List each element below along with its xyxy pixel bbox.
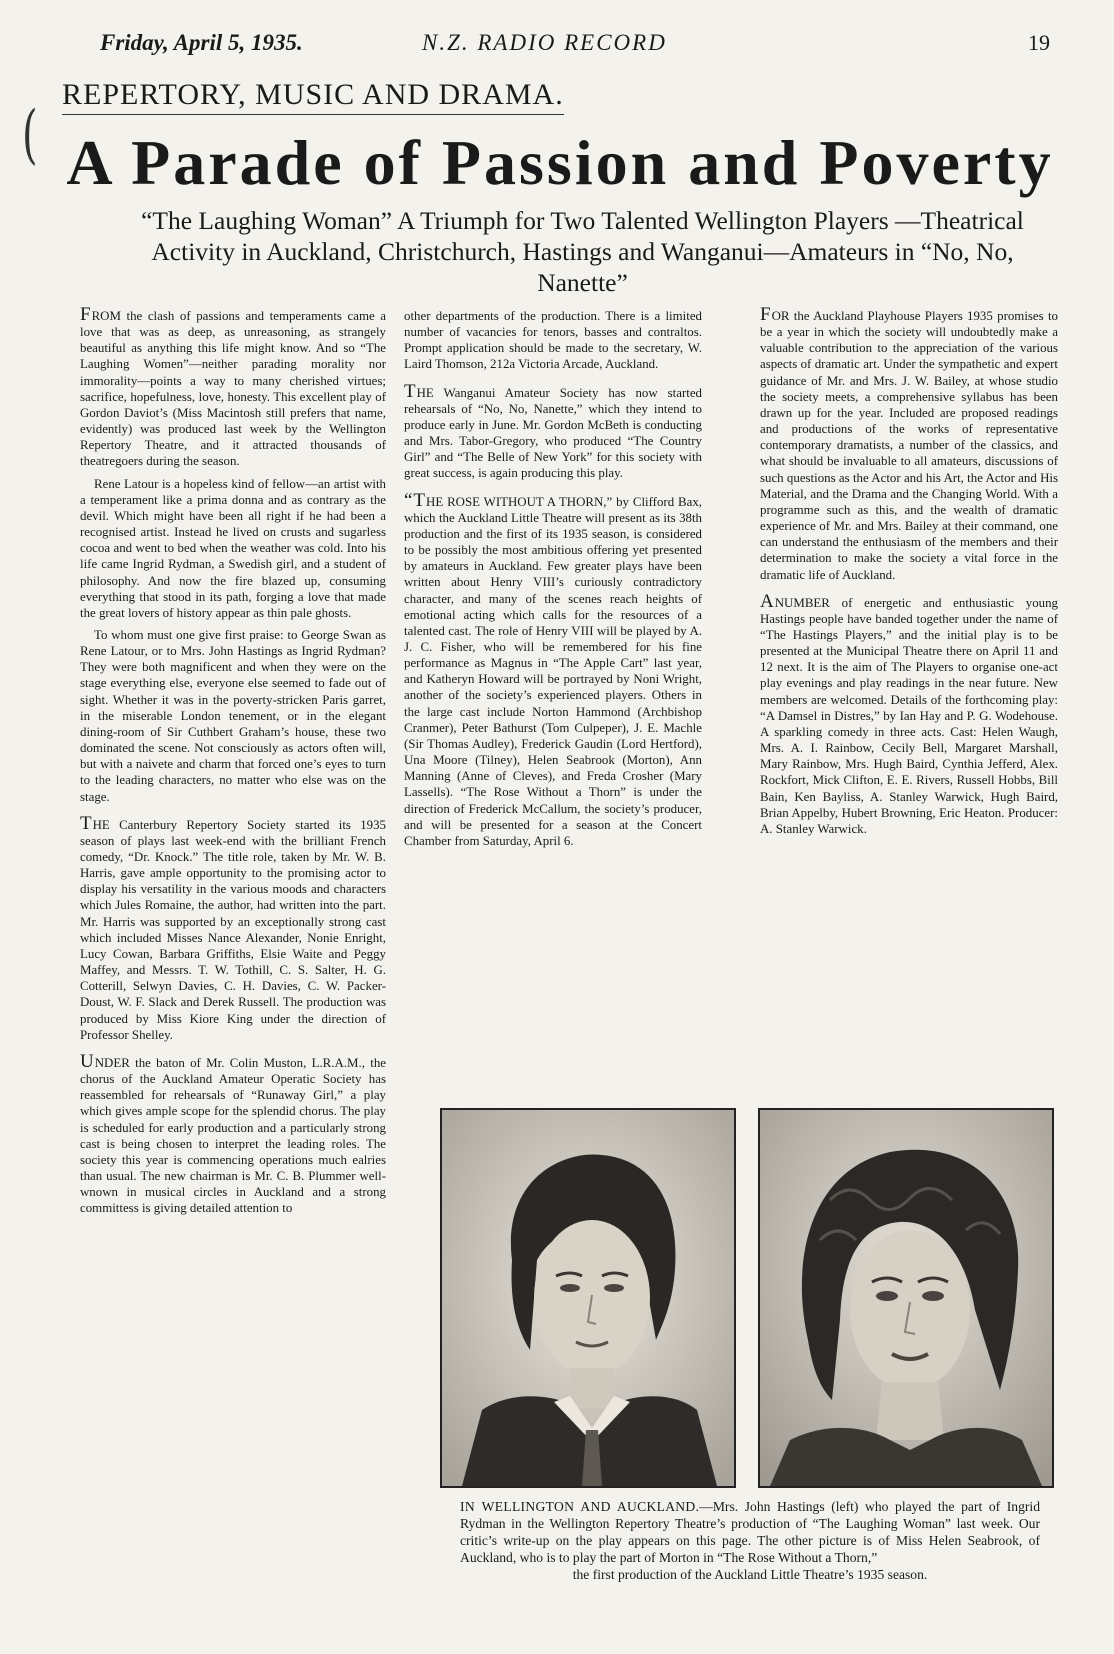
page-header: [100, 28, 1050, 62]
paragraph: [404, 380, 702, 482]
paragraph-text: HE Canterbury Repertory Society started its 1935 season of plays last week-end with the brilliant French comedy, “Dr. Knock.” The title role, taken by Mr. W. B. Harris, gave ample opportunity to the promising actor to display his versatility in the various moods and characters which Jules Romaine, the author, had written into the part. Mr. Harris was supported by an exceptionally strong cast which included Misses Nance Alexander, Nonie Enright, Lucy Cowan, Barbara Griffiths, Elsie Waite and Peggy Maffey, and Messrs. T. W. Tothill, C. S. Salter, H. G. Cotterill, Selwyn Davies, C. H. Davies, C. W. Packer-Doust, W. F. Slack and Derek Russell. The production was produced by Miss Kiore King under the direction of Professor Shelley.: [80, 817, 386, 1042]
publication-title: N.Z. RADIO RECORD: [422, 30, 667, 55]
paragraph-text: NUMBER of energetic and enthusiastic young Hastings people have banded together under the name of “The Hastings Players,” and the initial play is to be presented at the Municipal Theatre there on April 11 and 12 next. It is the aim of The Players to organise one-act play evenings and play readings in the near future. New members are welcomed. Details of the forthcoming play: “A Damsel in Distres,” by Ian Hay and P. G. Wodehouse. A sparkling comedy in three acts. Cast: Helen Waugh, Mrs. A. I. Rainbow, Cecily Bell, Margaret Marshall, Mary Rainbow, Mrs. Hugh Baird, Cynthia Jefferd, Alex. Rockfort, Mick Clifton, E. E. Rivers, Russell Hobbs, Bill Bain, Ken Bayliss, A. Stanley Warwick, Hugh Baird, Brian Appelby, Hubert Browning, Eric Heaton. Producer: A. Stanley Warwick.: [760, 595, 1058, 836]
subheadline: “The Laughing Woman” A Triumph for Two Talented Wellington Players —Theatrical Activity in Auckland, Christchurch, Hastings and Wanganui—Amateurs in “No, No, Nanette”: [141, 206, 1024, 297]
portrait-illustration: [760, 1110, 1052, 1486]
drop-cap: F: [80, 304, 92, 325]
page-number: 19: [1028, 30, 1050, 55]
paragraph: To whom must one give first praise: to George Swan as Rene Latour, or to Mrs. John Hastings as Ingrid Rydman? They were both magnificent and when they were on the stage everything else, everyone else seemed to fade out of sight. Whether it was in the poverty-stricken Paris garret, in the miserable London tenement, or in the elegant dining-room of Sir Cuthbert Graham’s house, these two dominated the scene. Not consciously as actors often will, but with a naivete and charm that forced one’s eyes to turn to the leading characters, no matter who else was on the stage.: [80, 627, 386, 804]
caption-text: —Mrs. John Hastings (left) who played the part of Ingrid Rydman in the Wellington Repertory Theatre’s production of “The Laughing Woman” last week. Our critic’s write-up on the play appears on this page. The other picture is of Miss Helen Seabrook, of Auckland, who is to play the part of Morton in “The Rose Without a Thorn,”: [460, 1499, 1040, 1565]
issue-date: Friday, April 5, 1935.: [100, 30, 303, 55]
paragraph-text: HE ROSE WITHOUT A THORN,” by Clifford Bax, which the Auckland Little Theatre will present as its 38th production and the first of its 1935 season, is considered to be possibly the most ambitious offering yet presented by amateurs in Auckland. Few greater plays have been written about Henry VIII’s curiously contradictory character, and many of the scenes reach heights of emotional acting which calls for the resources of a talented cast. The role of Henry VIII will be played by A. J. C. Fisher, who will be remembered for his fine performance as Magnus in “The Apple Cart” last year, and Katheryn Howard will be portrayed by Noni Wright, another of the society’s experienced players. Others in the large cast include Norton Hammond (Archbishop Cranmer), Peter Bathurst (Tom Culpeper), J. E. Machle (Sir Thomas Audley), Frederick Gaudin (Lord Hertford), Una Moore (Tilney), Helen Seabrook (Morton), Ann Manning (Anne of Cleves), and Freda Crosher (Mary Lassells). “The Rose Without a Thorn” is under the direction of Frederick McCallum, the society’s producer, and will be presented for a season at the Concert Chamber from Saturday, April 6.: [404, 494, 702, 848]
photo-pair: [440, 1108, 1060, 1488]
paragraph-text: NDER the baton of Mr. Colin Muston, L.R.A.M., the chorus of the Auckland Amateur Operatic Society has reassembled for rehearsals of “Runaway Girl,” a play which gives ample scope for the splendid chorus. The play is scheduled for early production and a particularly strong cast is being chosen to interpret the leading roles. The society this year is commencing operations much ealries than usual. The new chairman is Mr. C. B. Plummer well-wnown in musical circles in Auckland and a strong committess is giving detailed attention to: [80, 1055, 386, 1216]
drop-cap: T: [404, 380, 417, 402]
drop-cap: U: [80, 1050, 95, 1072]
headline: A Parade of Passion and Poverty: [66, 127, 1054, 198]
paragraph: [760, 304, 1058, 583]
portrait-photo-miss-helen-seabrook: [758, 1108, 1054, 1488]
article-column-3: [760, 304, 1058, 843]
paragraph: [80, 1050, 386, 1217]
paragraph: [404, 489, 702, 849]
paragraph: other departments of the production. There is a limited number of vacancies for tenors, basses and contraltos. Prompt application should be made to the secretary, W. Laird Thomson, 212a Victoria Arcade, Auckland.: [404, 309, 702, 372]
paragraph: [80, 812, 386, 1043]
paragraph-text: OR the Auckland Playhouse Players 1935 promises to be a year in which the society will undoubtedly make a valuable contribution to the appreciation of the various aspects of dramatic art. Under the sympathetic and expert guidance of Mr. and Mrs. J. W. Bailey, at whose studio the society meets, a comprehensive syllabus has been drawn up for the year. Included are proposed readings and productions of the works of representative contemporary dramatists, a number of the classics, and what should be invaluable to all amateurs, discussions of such questions as the Actor and his Art, the Actor and His Material, and the Drama and the Changing World. With a programme such as this, and the wealth of dramatic experience of Mr. and Mrs. Bailey at their command, one can understand the enthusiasm of the members and their determination to make the society a vital force in the dramatic life of Auckland.: [760, 309, 1058, 582]
article-column-2: [404, 308, 702, 855]
caption-last-line: the first production of the Auckland Little Theatre’s 1935 season.: [572, 1567, 928, 1582]
article-column-1: [80, 304, 386, 1222]
section-label: REPERTORY, MUSIC AND DRAMA.: [62, 78, 564, 115]
paragraph-text: HE Wanganui Amateur Society has now started rehearsals of “No, No, Nanette,” which they intend to produce early in June. Mr. Gordon McBeth is conducting and Mrs. Tabor-Gregory, who produced “The Country Girl” and “The Belle of New York” for this society with great success, is again producing this play.: [404, 385, 702, 481]
drop-cap: T: [80, 812, 93, 834]
photo-caption: [460, 1498, 1040, 1583]
paragraph: [760, 590, 1058, 837]
drop-cap: “T: [404, 489, 427, 511]
drop-cap: A: [760, 590, 775, 612]
drop-cap: F: [760, 304, 772, 325]
portrait-photo-mrs-john-hastings: [440, 1108, 736, 1488]
portrait-illustration: [442, 1110, 734, 1486]
paragraph-text: ROM the clash of passions and temperaments came a love that was as deep, as unreasoning, as strangely beautiful as anything this life might know. And so “The Laughing Women”—neither parading morality nor immorality—points a way to many cherished virtues; sacrifice, hopefulness, love, honesty. This excellent play of Gordon Daviot’s (Miss Macintosh still prefers that name, evidently) was produced last week by the Wellington Repertory Theatre, and it attracted thousands of theatregoers during the season.: [80, 309, 386, 469]
margin-bracket-mark: (: [22, 98, 38, 172]
caption-heading: IN WELLINGTON AND AUCKLAND.: [460, 1499, 700, 1514]
paragraph: [80, 304, 386, 470]
paragraph: Rene Latour is a hopeless kind of fellow—an artist with a temperament like a prima donna and as contrary as the devil. Which might have been all right if he had been a recognised artist. Instead he lived on crusts and sugarless cocoa and went to bed when the weather was cold. Into his life came Ingrid Rydman, a Swedish girl, and a student of philosophy. And now the fire blazed up, consuming everything that stood in its path, forging a love that made the great lovers of history appear as thin pale ghosts.: [80, 476, 386, 620]
